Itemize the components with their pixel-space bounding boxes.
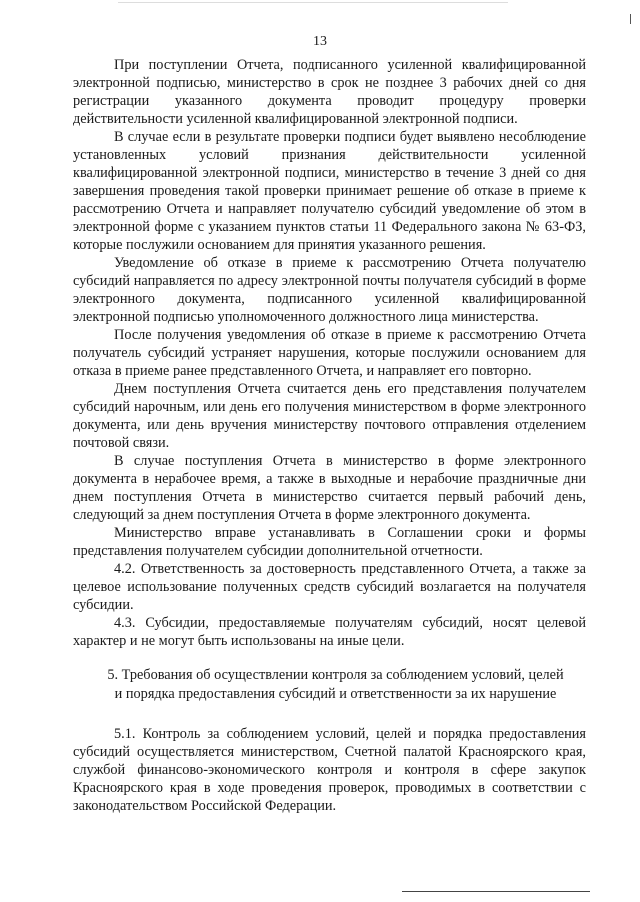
paragraph: После получения уведомления об отказе в приеме к рассмотрению Отчета получатель субсидий устраняет нарушения, которые послужили основанием для отказа в приеме ранее представленного Отчета, и направляет его повторно.: [73, 327, 586, 379]
section-heading-line: 5. Требования об осуществлении контроля за соблюдением условий, целей: [107, 667, 564, 683]
paragraph: 4.2. Ответственность за достоверность представленного Отчета, а также за целевое использование полученных средств субсидий возлагается на получателя субсидии.: [73, 561, 586, 613]
document-body: [73, 56, 586, 815]
paragraph: 5.1. Контроль за соблюдением условий, целей и порядка предоставления субсидий осуществляется министерством, Счетной палатой Красноярского края, службой финансово-экономического контроля и контроля в сфере закупок Красноярского края в ходе проведения проверок, проводимых в соответствии с законодательством Российской Федерации.: [73, 726, 586, 814]
page-number: 13: [313, 34, 327, 49]
paragraph: Министерство вправе устанавливать в Соглашении сроки и формы представления получателем субсидии дополнительной отчетности.: [73, 525, 586, 559]
scan-artifact-mark: [630, 14, 631, 24]
paragraph: Уведомление об отказе в приеме к рассмотрению Отчета получателю субсидий направляется по адресу электронной почты получателя субсидий в форме электронного документа, подписанного усиленной квалифицированной электронной подписью уполномоченного должностного лица министерства.: [73, 255, 586, 325]
scan-artifact-line: [402, 891, 590, 892]
section-heading: [85, 666, 586, 704]
paragraph: 4.3. Субсидии, предоставляемые получателям субсидий, носят целевой характер и не могут быть использованы на иные цели.: [73, 615, 586, 649]
paragraph: При поступлении Отчета, подписанного усиленной квалифицированной электронной подписью, министерство в срок не позднее 3 рабочих дней со дня регистрации указанного документа проводит процедуру проверки действительности усиленной квалифицированной электронной подписи.: [73, 57, 586, 127]
paragraph: Днем поступления Отчета считается день его представления получателем субсидий нарочным, или день его получения министерством в форме электронного документа, или день вручения министерству почтового отправления отделением почтовой связи.: [73, 381, 586, 451]
paragraph: В случае поступления Отчета в министерство в форме электронного документа в нерабочее время, а также в выходные и нерабочие праздничные дни днем поступления Отчета в министерство считается первый рабочий день, следующий за днем поступления Отчета в форме электронного документа.: [73, 453, 586, 523]
section-heading-line: и порядка предоставления субсидий и ответственности за их нарушение: [114, 686, 557, 702]
scan-artifact-line: [118, 2, 508, 3]
paragraph: В случае если в результате проверки подписи будет выявлено несоблюдение установленных условий признания действительности усиленной квалифицированной электронной подписи, министерство в течение 3 дней со дня завершения проведения такой проверки принимает решение об отказе в приеме к рассмотрению Отчета и направляет получателю субсидий уведомление об этом в электронной форме с указанием пунктов статьи 11 Федерального закона № 63-ФЗ, которые послужили основанием для принятия указанного решения.: [73, 129, 586, 253]
